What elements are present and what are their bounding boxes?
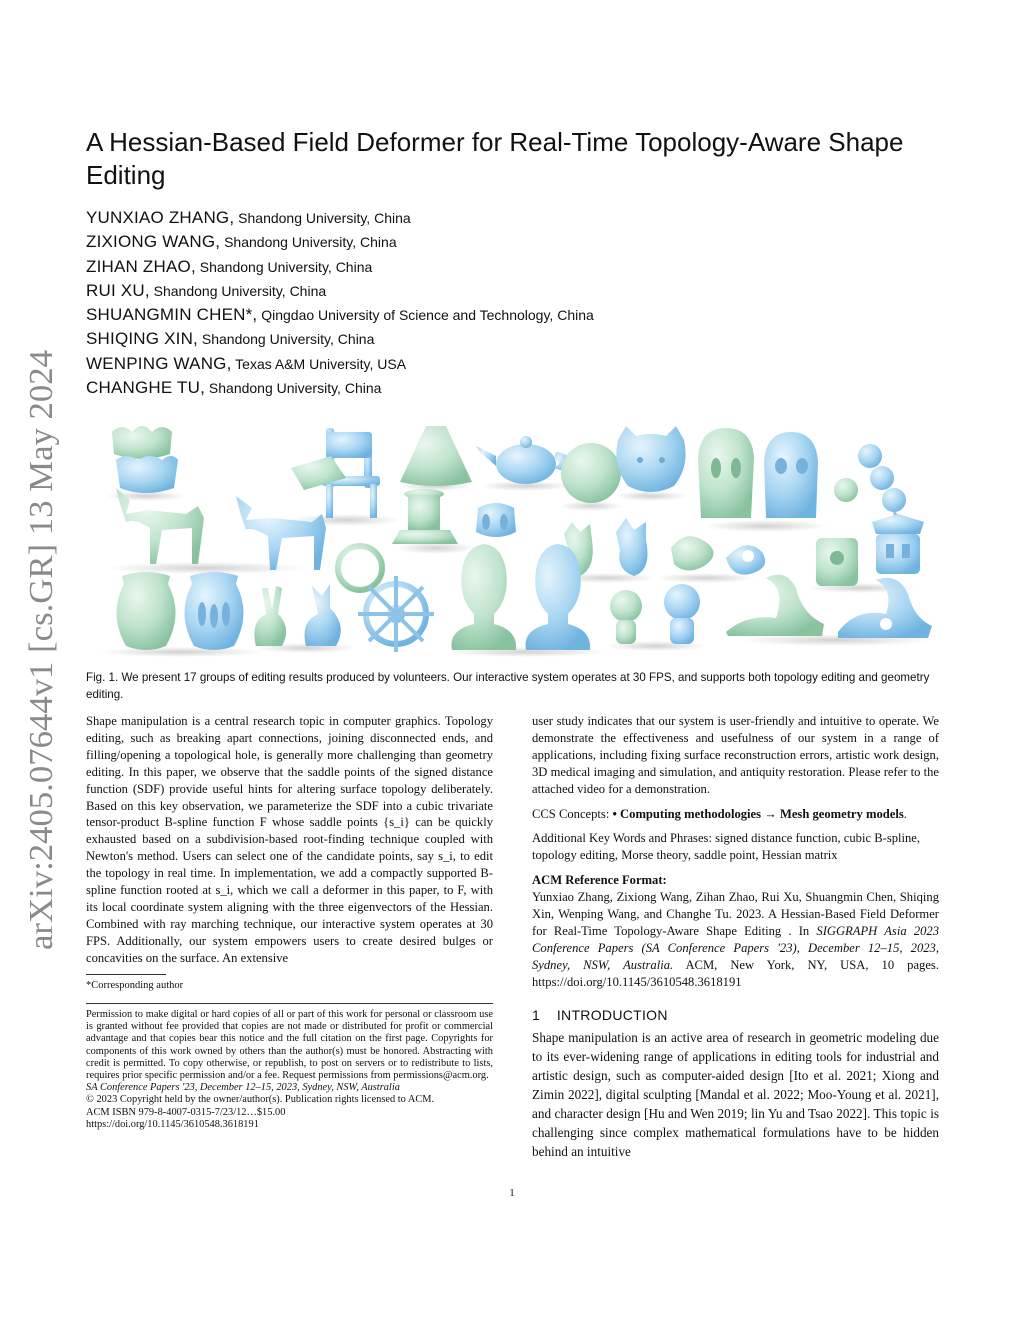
- acm-ref-text-b: ACM, New York, NY, USA, 10 pages. https://doi.org/10.1145/3610548.3618191: [532, 957, 939, 989]
- author-name: SHIQING XIN,: [86, 329, 198, 349]
- author-name: YUNXIAO ZHANG,: [86, 208, 235, 227]
- author-name: ZIXIONG WANG,: [86, 232, 221, 252]
- author-row: [86, 206, 936, 230]
- abstract-text-right: user study indicates that our system is user-friendly and intuitive to operate. We demonstrate the effectiveness and usefulness of our system in a range of applications, including fixing surface reconstruction errors, artistic work design, 3D medical imaging and simulation, and antiquity restoration. Please refer to the attached video for a demonstration.: [532, 714, 939, 796]
- model-vase-top-pair: [392, 489, 516, 554]
- author-affiliation: Shandong University, China: [153, 282, 327, 299]
- arxiv-identifier-text: arXiv:2405.07644v1 [cs.GR] 13 May 2024: [23, 362, 60, 950]
- model-teapot: [476, 436, 572, 491]
- model-knot-pair: [656, 536, 765, 583]
- ccs-label: CCS Concepts:: [532, 806, 613, 821]
- keywords-label: Additional Key Words and Phrases:: [532, 831, 716, 846]
- permission-text: Permission to make digital or hard copies of all or part of this work for personal or classroom use is granted without fee provided that copies are not made or distributed for profit or commercial advantage and that copies bear this notice and the full citation on the first page. Copyrights for components of this work owned by others than the author(s) must be honored. Abstracting with credit is permitted. To copy otherwise, or republish, to post on servers or to redistribute to lists, requires prior specific permission and/or a fee. Request permissions from permissions@acm.org.: [86, 1009, 493, 1082]
- keywords-text: signed distance function, cubic B-spline, topology editing, Morse theory, saddle point, Hessian matrix: [532, 831, 921, 863]
- author-row: [86, 255, 936, 279]
- arxiv-identifier: [12, 345, 64, 955]
- author-list: [86, 206, 936, 400]
- model-bunny-deer-pair: [254, 584, 356, 653]
- ccs-concept: Computing methodologies: [620, 806, 762, 821]
- intro-heading: [532, 1007, 939, 1024]
- acm-ref-venue: SIGGRAPH Asia 2023 Conference Papers (SA Conference Papers '23), December 12–15, 2023, Sydney, NSW, Australia.: [532, 923, 940, 972]
- permission-block: [86, 1009, 493, 1131]
- model-pot-pair: [99, 572, 263, 657]
- isbn-line: ACM ISBN 979-8-4007-0315-7/23/12…$15.00: [86, 1106, 286, 1118]
- intro-heading-text: INTRODUCTION: [556, 1006, 668, 1023]
- figure-caption: Fig. 1. We present 17 groups of editing results produced by volunteers. Our interactive system operates at 30 FPS, and supports both topology editing and geometry editing.: [86, 671, 930, 701]
- author-row: [86, 327, 936, 351]
- author-affiliation: Shandong University, China: [224, 234, 397, 251]
- author-row: [86, 376, 936, 400]
- permission-rule: [86, 1003, 493, 1004]
- author-row: [86, 230, 936, 254]
- model-cone: [400, 426, 472, 491]
- model-ship-wheel: [358, 576, 434, 652]
- ccs-subconcept: Mesh geometry models: [779, 806, 904, 821]
- author-name: SHUANGMIN CHEN*,: [86, 305, 258, 325]
- author-name: WENPING WANG,: [86, 353, 232, 373]
- model-sphere: [559, 443, 623, 511]
- author-row: [86, 352, 936, 376]
- author-row: [86, 303, 936, 327]
- model-ghost-pair: [698, 428, 828, 532]
- author-name: ZIHAN ZHAO,: [86, 256, 196, 276]
- author-row: [86, 279, 936, 303]
- model-torus: [338, 546, 382, 590]
- author-affiliation: Texas A&M University, USA: [235, 355, 407, 372]
- footnote-rule: [86, 974, 166, 975]
- intro-text: Shape manipulation is an active area of research in geometric modeling due to its ever-widening range of applications in editing tools for industrial and artistic design, such as computer-aided design [Ito et al. 2021; Xiong and Zimin 2022], digital sculpting [Mandal et al. 2022; Moo-Young et al. 2021], and character design [Hu and Wen 2019; lin Yu and Tsao 2022]. This topic is challenging since complex mathematical formulations have to be hidden behind an intuitive: [532, 1029, 939, 1159]
- acm-ref-text-a: Yunxiao Zhang, Zixiong Wang, Zihan Zhao, Rui Xu, Shuangmin Chen, Shiqing Xin, Wenping Wang, and Changhe Tu. 2023. A Hessian-Based Field Deformer for Real-Time Topology-Aware Shape Editing . In: [532, 890, 939, 938]
- right-column: [532, 713, 939, 1161]
- keywords: [532, 830, 939, 864]
- author-name: CHANGHE TU,: [86, 378, 206, 398]
- doi-line: https://doi.org/10.1145/3610548.3618191: [86, 1118, 259, 1130]
- teaser-figure: [86, 418, 938, 658]
- ccs-arrow: →: [761, 806, 780, 821]
- author-affiliation: Shandong University, China: [201, 331, 375, 348]
- author-name: RUI XU,: [86, 280, 150, 300]
- model-chair-pair: [291, 428, 401, 526]
- paper-title: A Hessian-Based Field Deformer for Real-Time Topology-Aware Shape Editing: [86, 127, 904, 190]
- model-doll-pair: [606, 584, 706, 651]
- ccs-end: .: [903, 806, 907, 821]
- author-affiliation: Shandong University, China: [238, 210, 411, 226]
- ccs-bullet: •: [612, 806, 621, 821]
- page-number: 1: [509, 1187, 515, 1199]
- author-affiliation: Qingdao University of Science and Technology, China: [261, 307, 594, 324]
- ccs-concepts: [532, 806, 939, 823]
- abstract-left-column: [86, 713, 493, 967]
- intro-number: 1: [532, 1006, 541, 1023]
- author-affiliation: Shandong University, China: [199, 258, 373, 275]
- model-cat-head: [615, 426, 687, 501]
- acm-ref-heading: ACM Reference Format:: [532, 873, 667, 888]
- acm-ref-text: [532, 889, 939, 990]
- copyright-line: © 2023 Copyright held by the owner/author(s). Publication rights licensed to ACM.: [86, 1094, 435, 1106]
- corresponding-author-footnote: *Corresponding author: [86, 980, 184, 991]
- abstract-text-left: Shape manipulation is a central research topic in computer graphics. Topology editing, such as breaking apart connections, joining disconnected ends, and filling/opening a topological hole, is generally more challenging than geometry editing. In this paper, we observe that the saddle points of the signed distance function (SDF) provide useful hints for altering surface topology deliberately. Based on this key observation, we parameterize the SDF into a cubic trivariate tensor-product B-spline function F whose saddle points {s_i} can be quickly exhausted based on a subdivision-based root-finding technique coupled with Newton's method. Users can select one of the candidate points, say s_i, to edit the topology in real time. In implementation, we add a compactly supported B-spline function rooted at s_i, which we call a deformer in this paper, to F, with its local coordinate system aligning with the three eigenvectors of the Hessian. Combined with ray marching technique, our interactive system operates at 30 FPS. Additionally, our system empowers users to create desired bulges or concavities on the surface. An extensive: [86, 714, 493, 965]
- venue-line: SA Conference Papers '23, December 12–15, 2023, Sydney, NSW, Australia: [86, 1082, 400, 1094]
- author-affiliation: Shandong University, China: [208, 380, 382, 397]
